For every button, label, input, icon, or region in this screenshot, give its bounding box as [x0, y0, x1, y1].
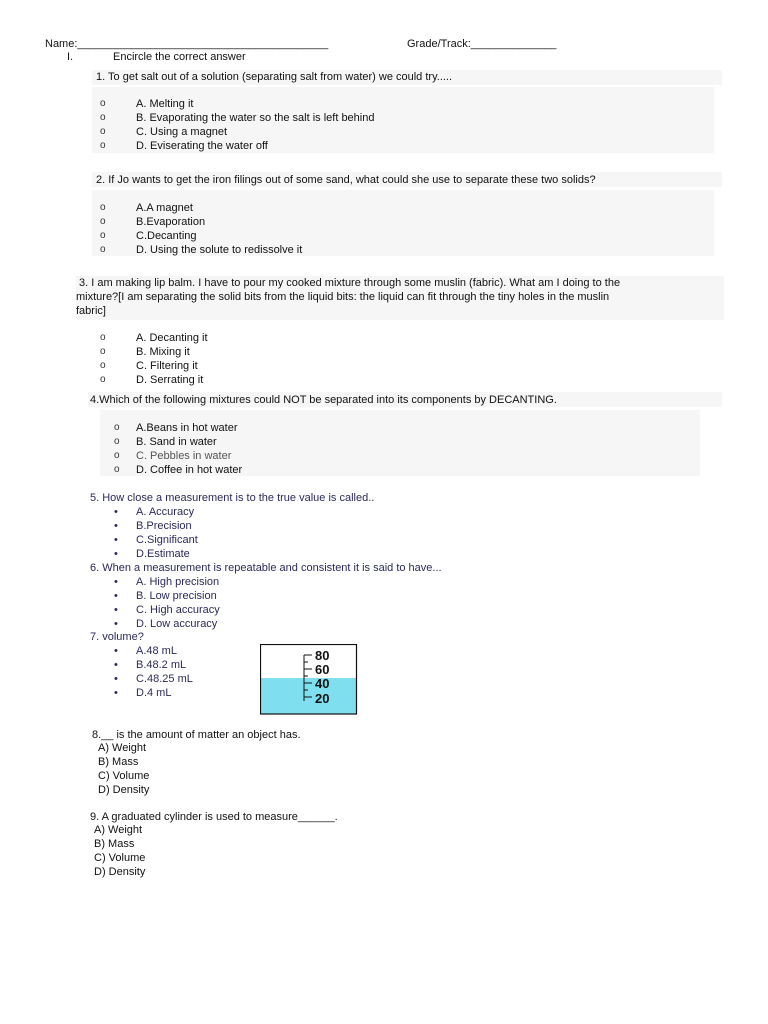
instructions: Encircle the correct answer	[113, 51, 246, 63]
bullet-marker: •	[114, 645, 118, 657]
question-9-stem: 9. A graduated cylinder is used to measure______.	[90, 811, 338, 823]
option-text: D. Using the solute to redissolve it	[136, 244, 303, 256]
bullet-marker: •	[114, 576, 118, 588]
option[interactable]: A) Weight	[94, 824, 143, 836]
option[interactable]	[100, 201, 302, 215]
scale-label-40: 40	[315, 676, 330, 691]
question-3-stem-line-3: fabric]	[76, 305, 106, 317]
scale-label-20: 20	[315, 691, 330, 706]
option[interactable]	[114, 672, 193, 686]
circle-marker: o	[114, 464, 120, 475]
option[interactable]	[100, 345, 208, 359]
circle-marker: o	[100, 140, 106, 151]
option-text: B. Evaporating the water so the salt is left behind	[136, 112, 375, 124]
question-3-stem-line-1: 3. I am making lip balm. I have to pour my cooked mixture through some muslin (fabric). What am I doing to the	[79, 277, 621, 289]
question-4-options	[114, 421, 242, 477]
option-text: C.48.25 mL	[136, 673, 193, 685]
option[interactable]	[114, 533, 198, 547]
option[interactable]: D) Density	[98, 784, 150, 796]
option[interactable]	[114, 644, 193, 658]
circle-marker: o	[100, 98, 106, 109]
option[interactable]	[100, 125, 374, 139]
bullet-marker: •	[114, 520, 118, 532]
option-text: A.48 mL	[136, 645, 177, 657]
circle-marker: o	[100, 216, 106, 227]
question-9-options	[94, 823, 145, 879]
circle-marker: o	[114, 422, 120, 433]
circle-marker: o	[114, 436, 120, 447]
option[interactable]	[114, 686, 193, 700]
question-1-stem: 1. To get salt out of a solution (separating salt from water) we could try.....	[96, 71, 453, 83]
option[interactable]	[114, 603, 220, 617]
option-text: D. Eviserating the water off	[136, 140, 268, 152]
option[interactable]	[114, 575, 220, 589]
bullet-marker: •	[114, 687, 118, 699]
circle-marker: o	[100, 202, 106, 213]
option-text: A. Accuracy	[136, 506, 195, 518]
question-2-stem: 2. If Jo wants to get the iron filings out of some sand, what could she use to separate these two solids?	[96, 174, 596, 186]
option[interactable]	[100, 229, 302, 243]
option[interactable]: A) Weight	[98, 742, 147, 754]
circle-marker: o	[100, 332, 106, 343]
bullet-marker: •	[114, 548, 118, 560]
name-label: Name:_________________________________________	[45, 38, 329, 50]
question-5-stem: 5. How close a measurement is to the true value is called..	[90, 492, 375, 504]
option[interactable]: C) Volume	[98, 770, 150, 782]
circle-marker: o	[100, 346, 106, 357]
bullet-marker: •	[114, 506, 118, 518]
option-text: D.Estimate	[136, 548, 190, 560]
option-text: A.A magnet	[136, 202, 193, 214]
bullet-marker: •	[114, 618, 118, 630]
question-2-options	[100, 201, 302, 257]
option[interactable]: B) Mass	[94, 838, 135, 850]
option-text: B. Mixing it	[136, 346, 190, 358]
question-6-stem: 6. When a measurement is repeatable and consistent it is said to have...	[90, 562, 442, 574]
option-text: D. Coffee in hot water	[136, 464, 243, 476]
option-text: B.48.2 mL	[136, 659, 187, 671]
option-text: C. Pebbles in water	[136, 450, 232, 462]
option-text: C. Using a magnet	[136, 126, 228, 138]
option-text: B.Evaporation	[136, 216, 206, 228]
grade-track-label: Grade/Track:______________	[407, 38, 557, 50]
option-text: A. High precision	[136, 576, 220, 588]
option-text: B. Low precision	[136, 590, 217, 602]
option[interactable]	[100, 373, 208, 387]
question-3-stem-line-2: mixture?[I am separating the solid bits from the liquid bits: the liquid can fit through the tiny holes in the muslin	[76, 291, 610, 303]
option-text: C. Filtering it	[136, 360, 198, 372]
option-text: C. High accuracy	[136, 604, 220, 616]
circle-marker: o	[114, 450, 120, 461]
option[interactable]	[100, 359, 208, 373]
option[interactable]	[114, 547, 198, 561]
option[interactable]	[100, 243, 302, 257]
circle-marker: o	[100, 112, 106, 123]
option-text: D.4 mL	[136, 687, 172, 699]
graduated-cylinder-figure	[260, 644, 358, 716]
option[interactable]	[114, 589, 220, 603]
option-text: C.Decanting	[136, 230, 197, 242]
option[interactable]	[100, 139, 374, 153]
option[interactable]	[100, 111, 374, 125]
option[interactable]: C) Volume	[94, 852, 146, 864]
option-text: D. Low accuracy	[136, 618, 218, 630]
circle-marker: o	[100, 374, 106, 385]
question-5-options	[114, 505, 198, 561]
option-text: A.Beans in hot water	[136, 422, 238, 434]
option[interactable]	[114, 519, 198, 533]
option[interactable]	[100, 215, 302, 229]
option-text: B.Precision	[136, 520, 192, 532]
option[interactable]	[100, 331, 208, 345]
bullet-marker: •	[114, 659, 118, 671]
question-6-options	[114, 575, 220, 631]
scale-label-60: 60	[315, 662, 330, 677]
option-text: A. Decanting it	[136, 332, 208, 344]
section-numeral: I.	[67, 51, 74, 63]
question-7-stem: 7. volume?	[90, 631, 144, 643]
option[interactable]	[114, 617, 220, 631]
option[interactable]	[114, 421, 242, 435]
circle-marker: o	[100, 126, 106, 137]
option[interactable]	[114, 449, 242, 463]
option[interactable]	[114, 505, 198, 519]
question-4-stem: 4.Which of the following mixtures could NOT be separated into its components by DECANTING.	[90, 394, 557, 406]
question-8-stem: 8.__ is the amount of matter an object has.	[92, 729, 301, 741]
circle-marker: o	[100, 230, 106, 241]
question-8-options	[98, 741, 149, 797]
question-1-options	[100, 97, 374, 153]
option[interactable]	[114, 463, 242, 477]
bullet-marker: •	[114, 604, 118, 616]
option[interactable]	[100, 97, 374, 111]
option-text: B. Sand in water	[136, 436, 217, 448]
option-text: A. Melting it	[136, 98, 194, 110]
option-text: D. Serrating it	[136, 374, 204, 386]
option[interactable]: B) Mass	[98, 756, 139, 768]
circle-marker: o	[100, 244, 106, 255]
circle-marker: o	[100, 360, 106, 371]
option[interactable]	[114, 658, 193, 672]
bullet-marker: •	[114, 534, 118, 546]
option-text: C.Significant	[136, 534, 198, 546]
option[interactable]: D) Density	[94, 866, 146, 878]
bullet-marker: •	[114, 590, 118, 602]
bullet-marker: •	[114, 673, 118, 685]
option[interactable]	[114, 435, 242, 449]
question-7-options	[114, 644, 193, 700]
question-3-options	[100, 331, 208, 387]
scale-label-80: 80	[315, 648, 330, 663]
